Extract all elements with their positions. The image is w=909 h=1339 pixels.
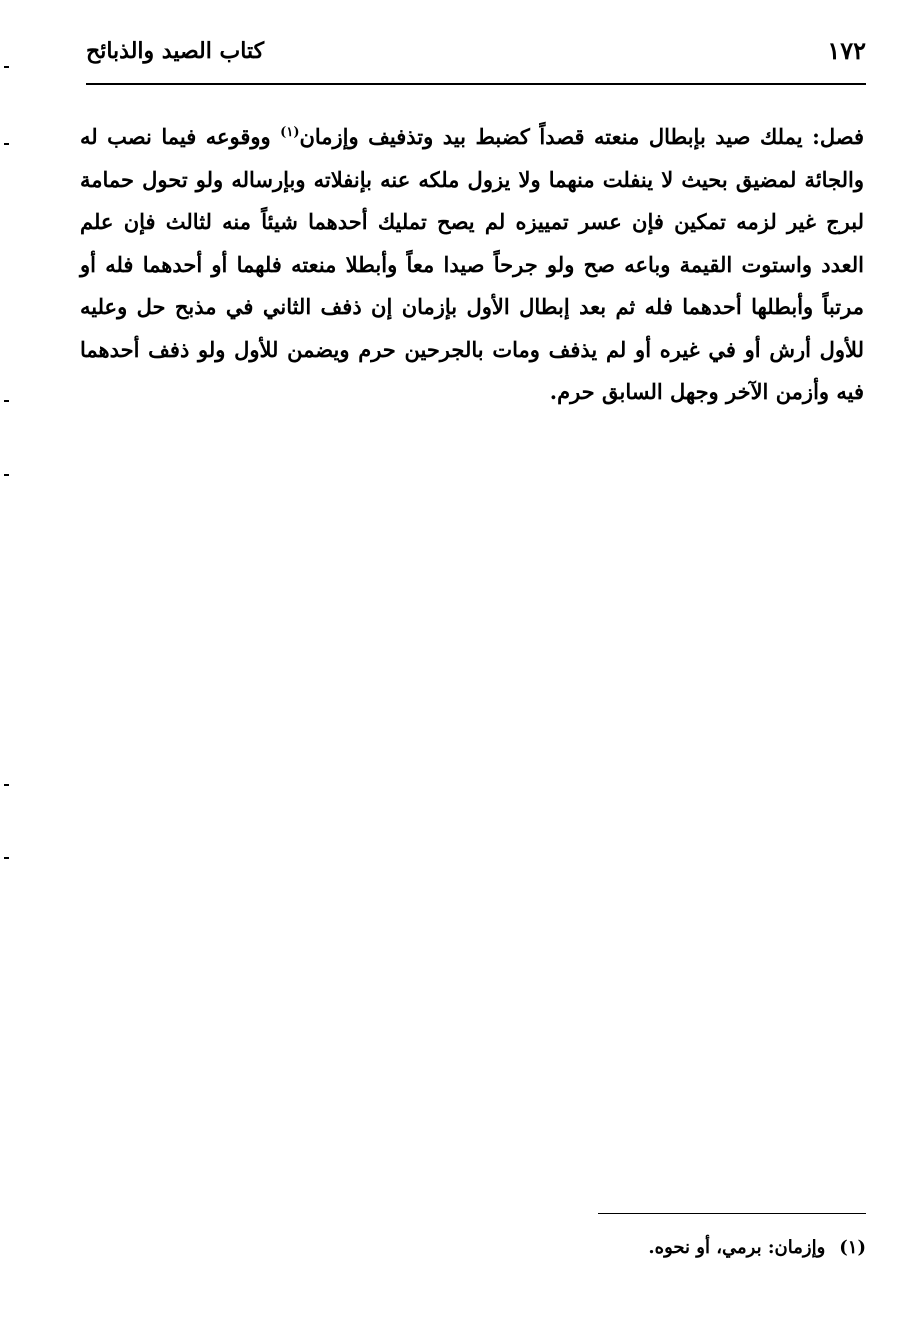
- margin-mark: [4, 400, 9, 402]
- footnote: [400, 1237, 866, 1258]
- margin-mark: [4, 474, 9, 476]
- footnote-reference[interactable]: (١): [280, 125, 300, 140]
- margin-mark: [4, 784, 9, 786]
- margin-mark: [4, 143, 9, 145]
- running-title: كتاب الصيد والذبائح: [86, 38, 265, 64]
- paragraph-lead: يملك صيد بإبطال منعته قصداً كضبط بيد وتذفيف وإزمان: [299, 124, 813, 149]
- margin-mark: [4, 857, 9, 859]
- page-number: ١٧٢: [827, 36, 866, 65]
- margin-mark: [4, 66, 9, 68]
- page-header: [86, 30, 866, 88]
- footnote-number: (١): [839, 1237, 866, 1258]
- footnote-text: وإزمان: برمي، أو نحوه.: [648, 1237, 826, 1258]
- header-rule: [86, 83, 866, 85]
- section-label: فصل:: [812, 124, 864, 149]
- body-paragraph: [80, 116, 864, 414]
- paragraph-text: ووقوعه فيما نصب له والجائة لمضيق بحيث لا ينفلت منهما ولا يزول ملكه عنه بإنفلاته وبإرساله ولو تحول حمامة لبرج غير لزمه تمكين فإن عسر تمييزه لم يصح تمليك أحدهما شيئاً منه لثالث فإن علم العدد واستوت القيمة وباعه صح ولو جرحاً صيدا معاً وأبطلا منعته فلهما أو أحدهما فله أو مرتباً وأبطلها أحدهما فله ثم بعد إبطال الأول بإزمان إن ذفف الثاني في مذبح حل وعليه للأول أرش أو في غيره أو لم يذفف ومات بالجرحين حرم ويضمن للأول ولو ذفف أحدهما فيه وأزمن الآخر وجهل السابق حرم.: [80, 124, 864, 404]
- footnote-rule: [598, 1213, 866, 1214]
